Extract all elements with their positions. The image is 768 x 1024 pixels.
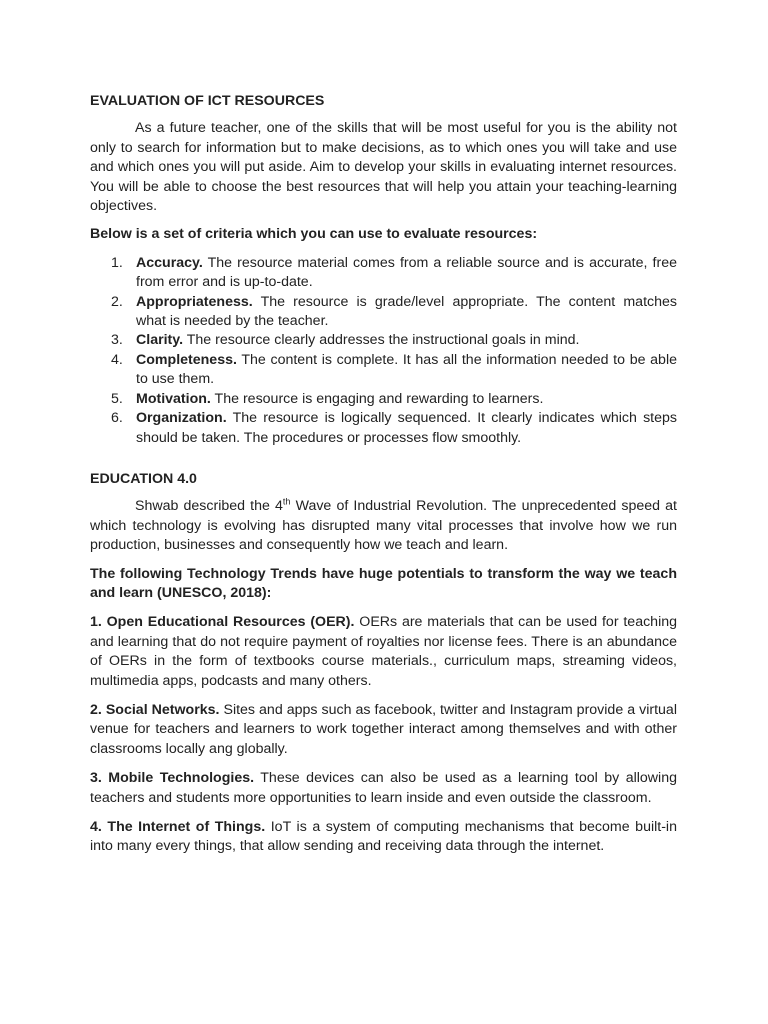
criteria-number: 2.	[111, 293, 123, 310]
education-intro-paragraph	[90, 497, 677, 555]
trend-paragraph	[90, 769, 677, 808]
criteria-number: 4.	[111, 351, 123, 368]
criteria-description: The resource is logically sequenced. It clearly indicates which steps should be taken. The procedures or processes flow smoothly.	[136, 410, 677, 446]
criteria-description: The resource material comes from a reliable source and is accurate, free from error and is up-to-date.	[136, 254, 677, 291]
trend-term: 2. Social Networks.	[90, 701, 220, 718]
criteria-term: Clarity.	[136, 332, 184, 349]
criteria-term: Accuracy.	[136, 254, 203, 271]
education-intro-start: Shwab described the 4	[135, 498, 283, 515]
criteria-description: The resource clearly addresses the instructional goals in mind.	[183, 332, 580, 349]
education-intro-rest: Wave of Industrial Revolution. The unprecedented speed at which technology is evolving has disrupted many vital processes that involve how we run production, businesses and consequently how we teach and learn.	[90, 498, 677, 554]
criteria-number: 6.	[111, 410, 123, 427]
section-title-education: EDUCATION 4.0	[90, 470, 197, 487]
document-page	[90, 92, 677, 857]
trend-description: IoT is a system of computing mechanisms that become built-in into many every things, that allow sending and receiving data through the internet.	[90, 819, 677, 855]
trends-lead-text: The following Technology Trends have huge potentials to transform the way we teach and learn (UNESCO, 2018):	[90, 565, 677, 601]
criteria-number: 5.	[111, 390, 123, 407]
trend-description: OERs are materials that can be used for teaching and learning that do not require payment of royalties nor license fees. There is an abundance of OERs in the form of textbooks course materials., curriculum maps, streaming videos, multimedia apps, podcasts and many others.	[90, 614, 678, 689]
trend-paragraph	[90, 818, 677, 857]
criteria-number: 3.	[111, 332, 123, 349]
trend-term: 3. Mobile Technologies.	[90, 770, 255, 787]
criteria-description: The resource is engaging and rewarding to learners.	[210, 390, 544, 407]
criteria-item	[90, 351, 677, 390]
criteria-item	[90, 409, 677, 448]
criteria-term: Completeness.	[136, 351, 237, 368]
criteria-term: Motivation.	[136, 390, 211, 407]
trend-term: 1. Open Educational Resources (OER).	[90, 614, 355, 631]
evaluation-intro-paragraph: As a future teacher, one of the skills that will be most useful for you is the ability not only to search for information but to make decisions, as to which ones you will take and use and which ones you will put aside. Aim to develop your skills in evaluating internet resources. You will be able to choose the best resources that will help you attain your teaching-learning objectives.	[90, 120, 677, 215]
criteria-item	[90, 254, 677, 293]
criteria-number: 1.	[111, 254, 123, 271]
criteria-term: Appropriateness.	[136, 293, 253, 310]
criteria-item	[90, 390, 677, 409]
trend-paragraph	[90, 613, 677, 691]
criteria-description: The resource is grade/level appropriate. The content matches what is needed by the teacher.	[136, 293, 677, 330]
trend-description: These devices can also be used as a learning tool by allowing teachers and students more opportunities to learn inside and even outside the classroom.	[90, 770, 677, 806]
trend-description: Sites and apps such as facebook, twitter and Instagram provide a virtual venue for teachers and learners to work together interact among themselves and with other classrooms locally ang globally.	[90, 701, 677, 757]
criteria-term: Organization.	[136, 410, 227, 427]
trend-paragraph	[90, 701, 677, 759]
criteria-lead-text: Below is a set of criteria which you can use to evaluate resources:	[90, 226, 538, 243]
section-title-evaluation: EVALUATION OF ICT RESOURCES	[90, 93, 325, 109]
criteria-item	[90, 331, 677, 350]
criteria-list	[90, 254, 677, 448]
criteria-description: The content is complete. It has all the information needed to be able to use them.	[136, 351, 677, 388]
trend-term: 4. The Internet of Things.	[90, 819, 266, 835]
ordinal-superscript: th	[282, 496, 291, 507]
criteria-item	[90, 293, 677, 332]
